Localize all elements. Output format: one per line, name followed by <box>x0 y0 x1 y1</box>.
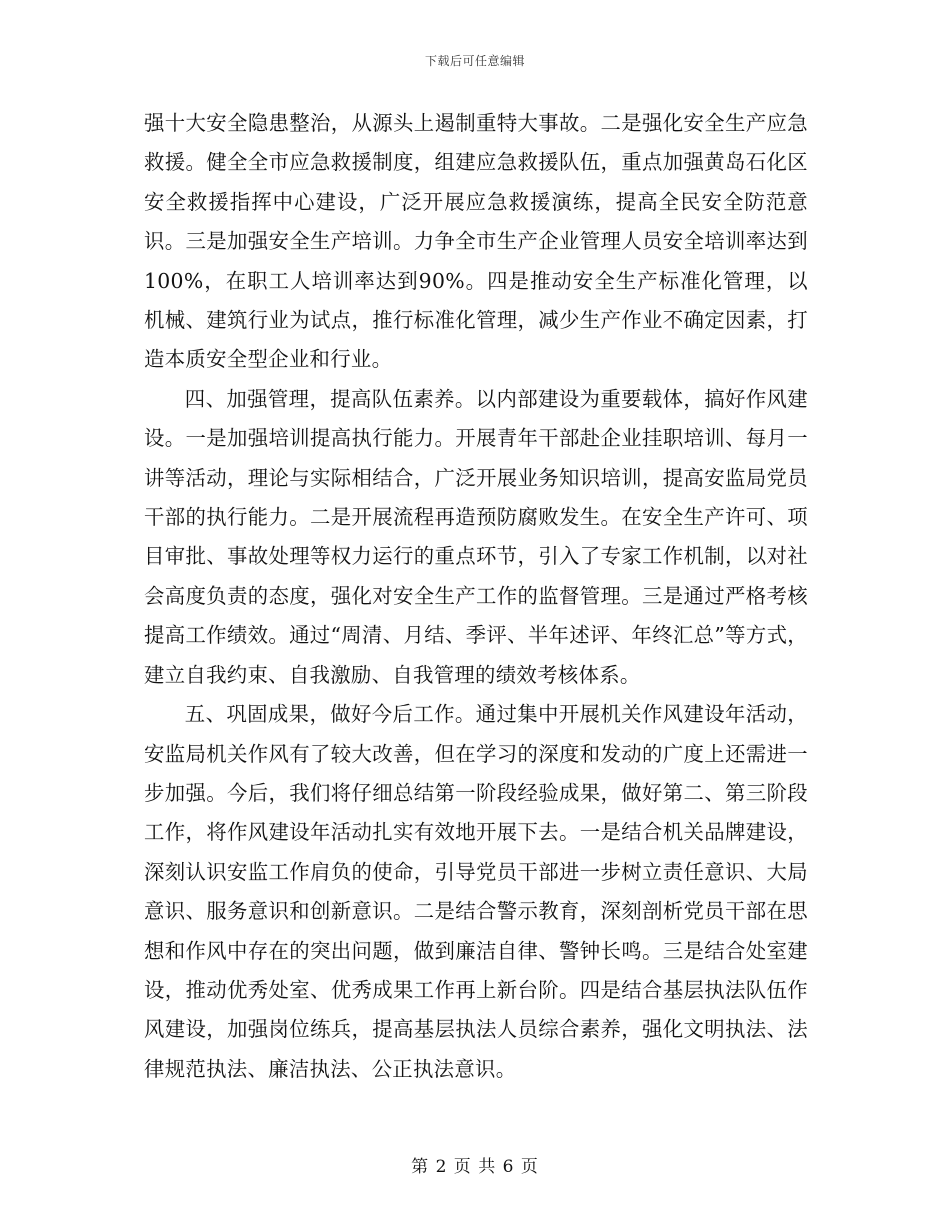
paragraph-section-five: 五、巩固成果，做好今后工作。通过集中开展机关作风建设年活动，安监局机关作风有了较大改善，但在学习的深度和发动的广度上还需进一步加强。今后，我们将仔细总结第一阶段经验成果，做好第二、第三阶段工作，将作风建设年活动扎实有效地开展下去。一是结合机关品牌建设，深刻认识安监工作肩负的使命，引导党员干部进一步树立责任意识、大局意识、服务意识和创新意识。二是结合警示教育，深刻剖析党员干部在思想和作风中存在的突出问题，做到廉洁自律、警钟长鸣。三是结合处室建设，推动优秀处室、优秀成果工作再上新台阶。四是结合基层执法队伍作风建设，加强岗位练兵，提高基层执法人员综合素养，强化文明执法、法律规范执法、廉洁执法、公正执法意识。 <box>144 702 808 1081</box>
page-header-note: 下载后可任意编辑 <box>424 54 525 68</box>
paragraph-continuation: 强十大安全隐患整治，从源头上遏制重特大事故。二是强化安全生产应急救援。健全全市应急救援制度，组建应急救援队伍，重点加强黄岛石化区安全救援指挥中心建设，广泛开展应急救援演练，提高全民安全防范意识。三是加强安全生产培训。力争全市生产企业管理人员安全培训率达到100%，在职工人培训率达到90%。四是推动安全生产标准化管理，以机械、建筑行业为试点，推行标准化管理，减少生产作业不确定因素，打造本质安全型企业和行业。 <box>144 111 808 372</box>
paragraph-section-four: 四、加强管理，提高队伍素养。以内部建设为重要载体，搞好作风建设。一是加强培训提高执行能力。开展青年干部赴企业挂职培训、每月一讲等活动，理论与实际相结合，广泛开展业务知识培训，提高安监局党员干部的执行能力。二是开展流程再造预防腐败发生。在安全生产许可、项目审批、事故处理等权力运行的重点环节，引入了专家工作机制，以对社会高度负责的态度，强化对安全生产工作的监督管理。三是通过严格考核提高工作绩效。通过“周清、月结、季评、半年述评、年终汇总”等方式，建立自我约束、自我激励、自我管理的绩效考核体系。 <box>144 386 808 687</box>
document-body <box>144 104 808 1089</box>
page-number: 第 2 页 共 6 页 <box>411 1157 539 1177</box>
